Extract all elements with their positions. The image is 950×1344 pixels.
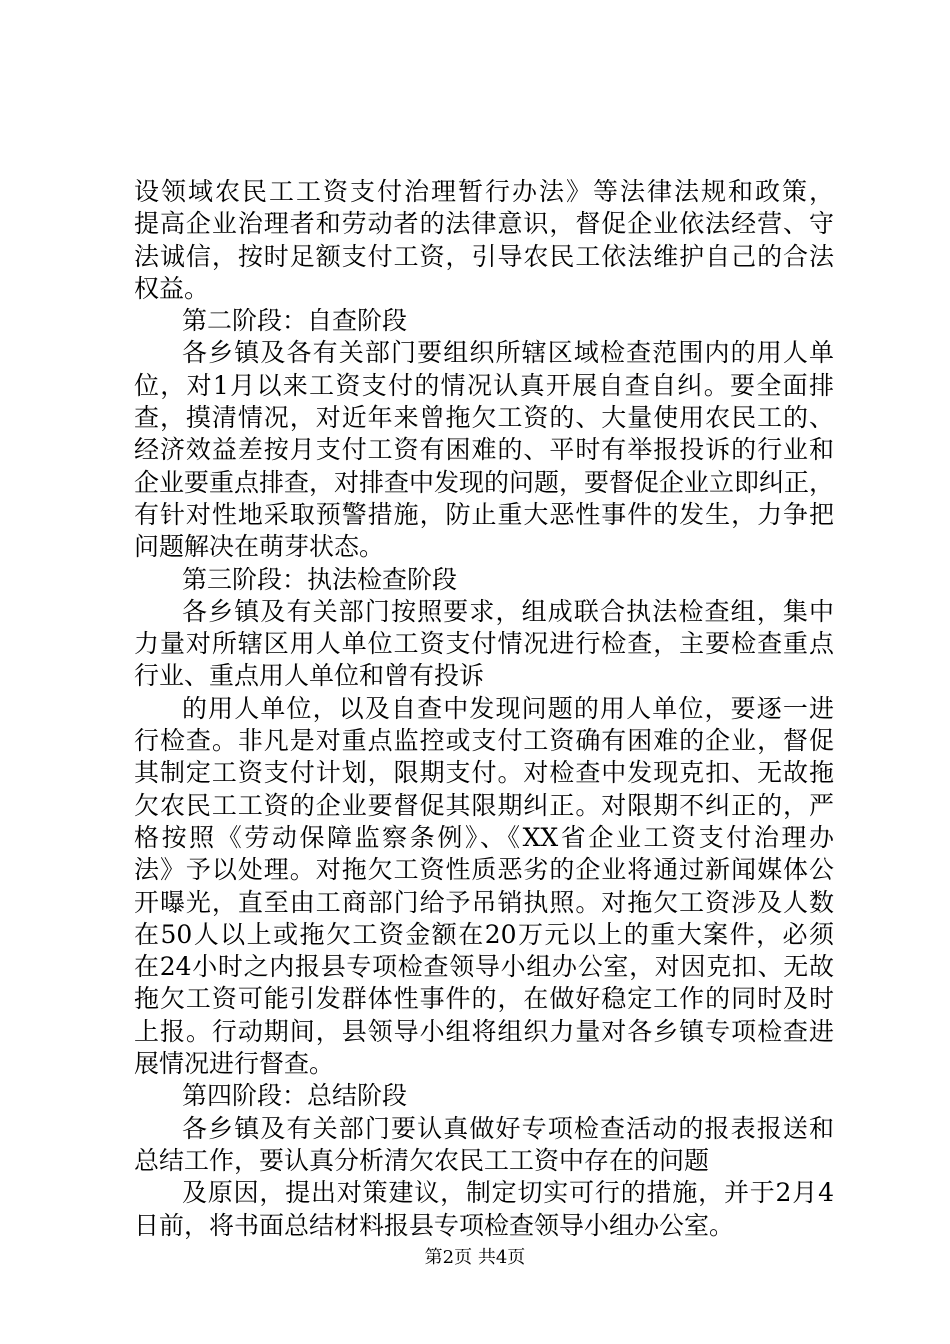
body-line: 提高企业治理者和劳动者的法律意识，督促企业依法经营、守 — [134, 209, 834, 239]
body-line: 各乡镇及各有关部门要组织所辖区域检查范围内的用人单 — [182, 338, 834, 368]
body-line: 欠农民工工资的企业要督促其限期纠正。对限期不纠正的，严 — [134, 790, 834, 820]
section-heading: 第三阶段：执法检查阶段 — [182, 564, 458, 594]
body-line: 力量对所辖区用人单位工资支付情况进行检查，主要检查重点 — [134, 629, 834, 659]
body-line: 格按照《劳动保障监察条例》、《XX省企业工资支付治理办 — [134, 822, 834, 852]
body-line: 上报。行动期间，县领导小组将组织力量对各乡镇专项检查进 — [134, 1016, 834, 1046]
document-body — [134, 176, 834, 1242]
section-heading: 第二阶段：自查阶段 — [182, 306, 408, 336]
body-line: 查，摸清情况，对近年来曾拖欠工资的、大量使用农民工的、 — [134, 403, 834, 433]
page-footer — [0, 1246, 950, 1270]
body-line: 开曝光，直至由工商部门给予吊销执照。对拖欠工资涉及人数 — [134, 887, 834, 917]
section-heading: 第四阶段：总结阶段 — [182, 1081, 408, 1111]
body-line: 位，对1月以来工资支付的情况认真开展自查自纠。要全面排 — [134, 370, 834, 400]
body-line: 拖欠工资可能引发群体性事件的，在做好稳定工作的同时及时 — [134, 984, 834, 1014]
body-line: 其制定工资支付计划，限期支付。对检查中发现克扣、无故拖 — [134, 758, 834, 788]
body-line: 总结工作，要认真分析清欠农民工工资中存在的问题 — [134, 1145, 710, 1175]
body-line: 各乡镇及有关部门按照要求，组成联合执法检查组，集中 — [182, 596, 834, 626]
body-line: 在24小时之内报县专项检查领导小组办公室，对因克扣、无故 — [134, 952, 834, 982]
body-line: 展情况进行督查。 — [134, 1049, 335, 1079]
body-line: 设领域农民工工资支付治理暂行办法》等法律法规和政策， — [134, 177, 834, 206]
body-line: 权益。 — [134, 273, 210, 303]
body-line: 及原因，提出对策建议，制定切实可行的措施，并于2月4 — [182, 1178, 834, 1208]
body-line: 经济效益差按月支付工资有困难的、平时有举报投诉的行业和 — [134, 435, 834, 465]
body-line: 有针对性地采取预警措施，防止重大恶性事件的发生，力争把 — [134, 499, 834, 529]
page-number-label: 第2页 共4页 — [424, 1247, 526, 1268]
body-line: 日前，将书面总结材料报县专项检查领导小组办公室。 — [134, 1210, 735, 1240]
body-line: 法诚信，按时足额支付工资，引导农民工依法维护自己的合法 — [134, 241, 834, 271]
body-line: 行检查。非凡是对重点监控或支付工资确有困难的企业，督促 — [134, 726, 834, 756]
body-line: 在50人以上或拖欠工资金额在20万元以上的重大案件，必须 — [134, 919, 834, 949]
body-line: 法》予以处理。对拖欠工资性质恶劣的企业将通过新闻媒体公 — [134, 855, 834, 885]
body-line: 各乡镇及有关部门要认真做好专项检查活动的报表报送和 — [182, 1113, 834, 1143]
body-line: 行业、重点用人单位和曾有投诉 — [134, 661, 485, 691]
body-line: 问题解决在萌芽状态。 — [134, 532, 385, 562]
body-line: 的用人单位，以及自查中发现问题的用人单位，要逐一进 — [182, 693, 834, 723]
body-line: 企业要重点排查，对排查中发现的问题，要督促企业立即纠正， — [134, 467, 835, 497]
